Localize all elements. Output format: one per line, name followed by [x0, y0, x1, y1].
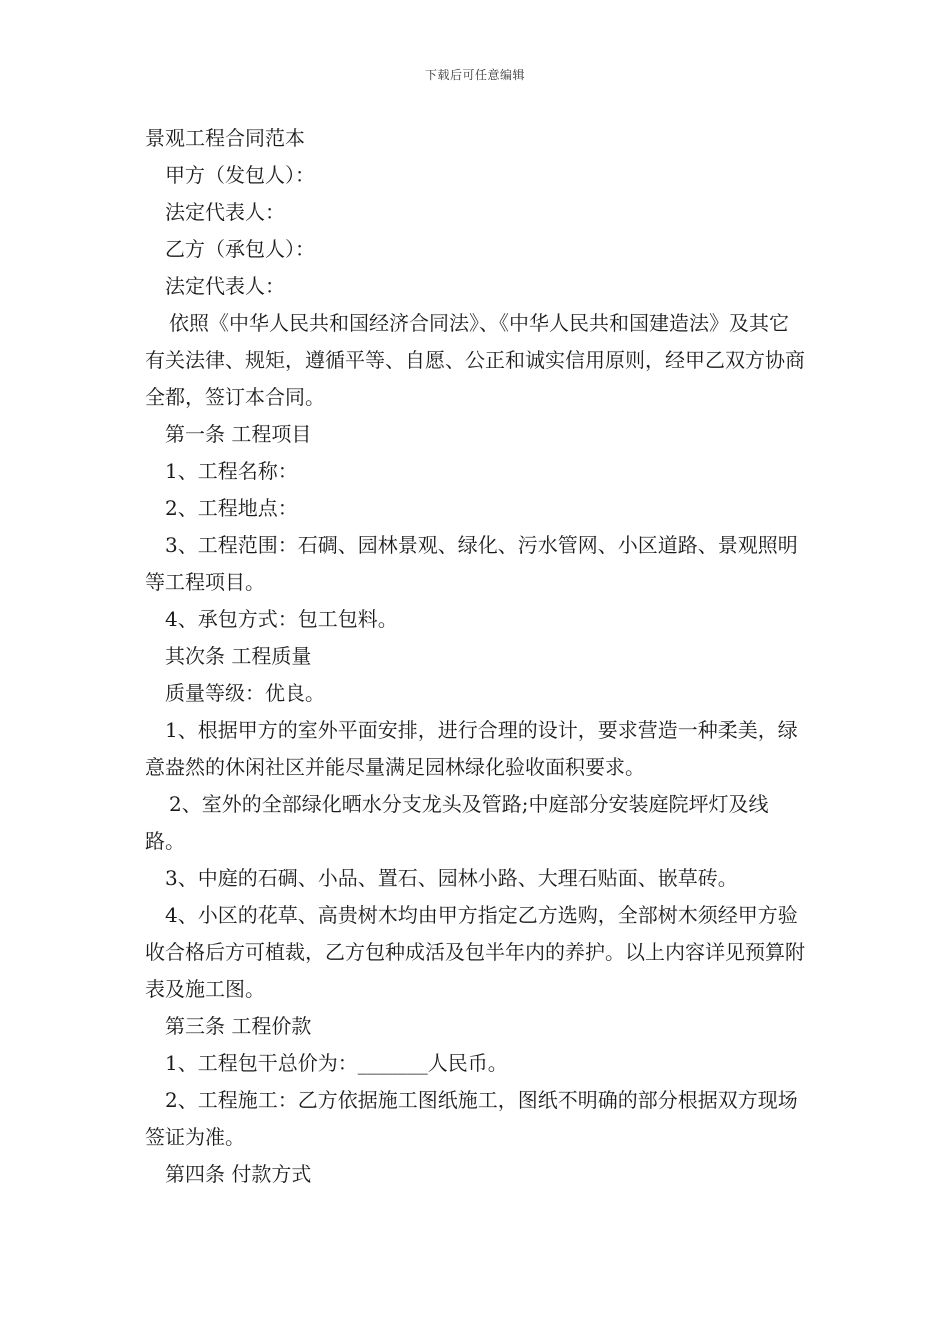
party-b: 乙方（承包人）：: [165, 237, 315, 261]
article-2-heading: 其次条 工程质量: [165, 644, 312, 668]
quality-grade: 质量等级：优良。: [165, 681, 325, 705]
article-4-heading: 第四条 付款方式: [165, 1162, 312, 1186]
article-3-heading: 第三条 工程价款: [165, 1014, 312, 1038]
article-1-item-3: 3、工程范围：石碉、园林景观、绿化、污水管网、小区道路、景观照明等工程项目。: [145, 533, 798, 594]
document-title: 景观工程合同范本: [145, 126, 305, 150]
article-1-item-4: 4、承包方式：包工包料。: [165, 607, 398, 631]
legal-rep-a: 法定代表人：: [165, 200, 285, 224]
party-a: 甲方（发包人）：: [165, 163, 315, 187]
document-body: [145, 120, 807, 1193]
header-note: 下载后可任意编辑: [424, 68, 525, 82]
legal-rep-b: 法定代表人：: [165, 274, 285, 298]
article-1-item-2: 2、工程地点：: [165, 496, 298, 520]
article-1-heading: 第一条 工程项目: [165, 422, 312, 446]
article-3-item-1: 1、工程包干总价为：_______人民币。: [165, 1051, 508, 1075]
article-2-item-2: 2、室外的全部绿化晒水分支龙头及管路;中庭部分安装庭院坪灯及线路。: [145, 792, 769, 853]
article-1-item-1: 1、工程名称：: [165, 459, 298, 483]
article-3-item-2: 2、工程施工：乙方依据施工图纸施工，图纸不明确的部分根据双方现场签证为准。: [145, 1088, 798, 1149]
article-2-item-1: 1、根据甲方的室外平面安排，进行合理的设计，要求营造一种柔美，绿意盎然的休闲社区并能尽量满足园林绿化验收面积要求。: [145, 718, 798, 779]
preamble: 依照《中华人民共和国经济合同法》、《中华人民共和国建造法》及其它有关法律、规矩，遵循平等、自愿、公正和诚实信用原则，经甲乙双方协商全都，签订本合同。: [145, 311, 805, 409]
article-2-item-3: 3、中庭的石碉、小品、置石、园林小路、大理石贴面、嵌草砖。: [165, 866, 738, 890]
article-2-item-4: 4、小区的花草、高贵树木均由甲方指定乙方选购，全部树木须经甲方验收合格后方可植裁，乙方包种成活及包半年内的养护。以上内容详见预算附表及施工图。: [145, 903, 805, 1001]
